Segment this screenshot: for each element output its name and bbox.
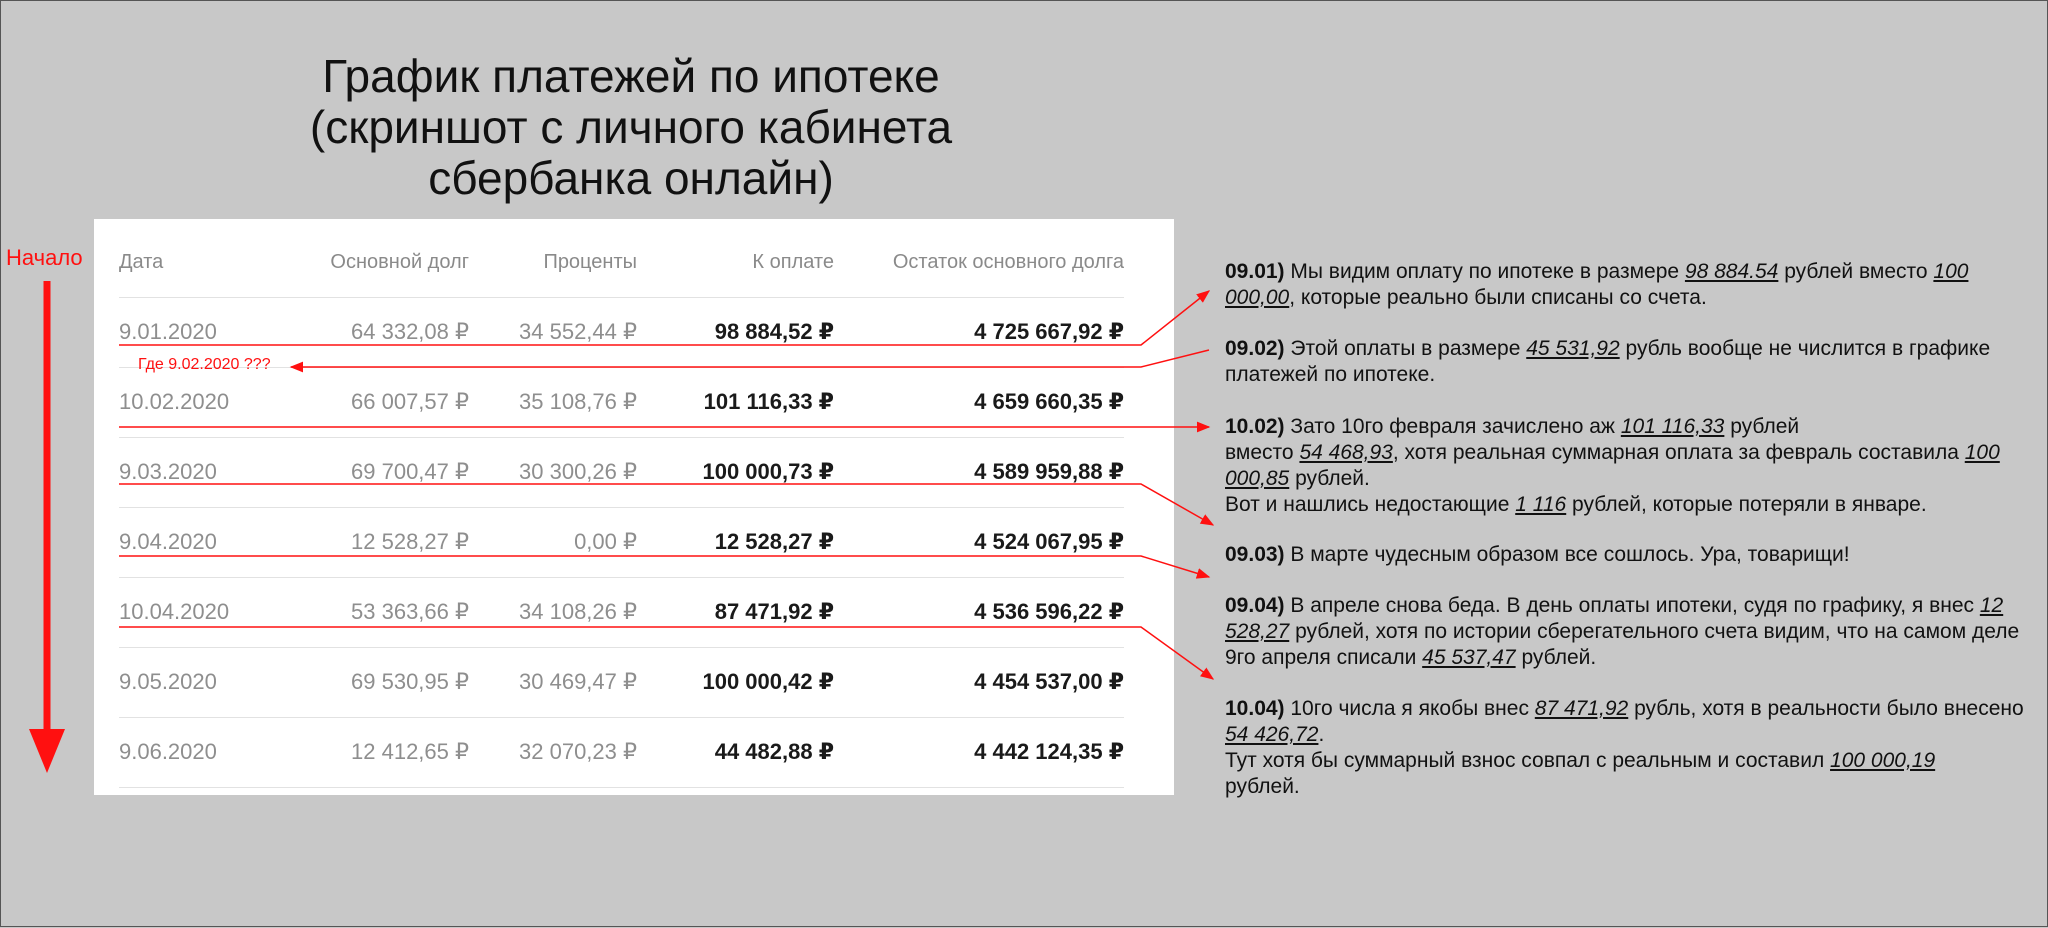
title-line: сбербанка онлайн) <box>428 152 834 204</box>
note: 09.01) Мы видим оплату по ипотеке в размере 98 884.54 рублей вместо 100 000,00, которые реально были списаны со счета. <box>1225 260 1969 309</box>
table-row <box>119 647 1124 718</box>
table-header <box>119 227 1124 298</box>
note: 09.02) Этой оплаты в размере 45 531,92 рубль вообще не числится в графике платежей по ипотеке. <box>1225 337 1991 386</box>
note-date: 09.01) <box>1225 260 1285 283</box>
table-row <box>119 717 1124 788</box>
cell-principal: 12 528,27 ₽ <box>351 529 469 554</box>
cell-interest: 30 300,26 ₽ <box>519 459 637 484</box>
note-date: 09.02) <box>1225 337 1285 360</box>
cell-payment: 101 116,33 ₽ <box>703 389 834 414</box>
table-row <box>119 367 1124 438</box>
cell-date: 9.01.2020 <box>119 319 217 344</box>
start-label: Начало <box>6 245 83 270</box>
cell-remaining: 4 536 596,22 ₽ <box>974 599 1124 624</box>
cell-date: 10.04.2020 <box>119 599 230 624</box>
cell-principal: 64 332,08 ₽ <box>351 319 469 344</box>
cell-principal: 69 700,47 ₽ <box>351 459 469 484</box>
amount-highlight: 1 116 <box>1515 493 1567 516</box>
cell-payment: 100 000,42 ₽ <box>702 669 834 694</box>
cell-interest: 34 108,26 ₽ <box>519 599 637 624</box>
page-title <box>281 51 981 204</box>
note: 09.04) В апреле снова беда. В день оплаты ипотеки, судя по графику, я внес 12 528,27 рублей, хотя по истории сберегательного счета видим, что на самом деле 9го апреля списали 45 537,47 рублей. <box>1225 594 2020 669</box>
cell-date: 9.04.2020 <box>119 529 217 554</box>
missing-payment-label: Где 9.02.2020 ??? <box>138 356 271 373</box>
cell-remaining: 4 659 660,35 ₽ <box>974 389 1124 414</box>
cell-remaining: 4 589 959,88 ₽ <box>974 459 1124 484</box>
cell-date: 9.03.2020 <box>119 459 217 484</box>
cell-payment: 12 528,27 ₽ <box>714 529 834 554</box>
amount-highlight: 45 531,92 <box>1526 337 1620 360</box>
cell-payment: 100 000,73 ₽ <box>702 459 834 484</box>
header-interest: Проценты <box>543 250 637 273</box>
cell-date: 9.06.2020 <box>119 739 217 764</box>
amount-highlight: 45 537,47 <box>1422 646 1516 669</box>
cell-interest: 34 552,44 ₽ <box>519 319 637 344</box>
note-date: 09.03) <box>1225 543 1285 566</box>
note: 09.03) В марте чудесным образом все сошлось. Ура, товарищи! <box>1225 543 1850 566</box>
cell-payment: 44 482,88 ₽ <box>714 739 834 764</box>
cell-remaining: 4 454 537,00 ₽ <box>974 669 1124 694</box>
cell-principal: 69 530,95 ₽ <box>351 669 469 694</box>
note-date: 10.02) <box>1225 415 1285 438</box>
cell-remaining: 4 725 667,92 ₽ <box>974 319 1124 344</box>
amount-highlight: 12 528,27 <box>1225 594 2004 643</box>
cell-date: 9.05.2020 <box>119 669 217 694</box>
title-line: График платежей по ипотеке <box>322 50 940 102</box>
note: 10.04) 10го числа я якобы внес 87 471,92 рубль, хотя в реальности было внесено 54 426,72. Тут хотя бы суммарный взнос совпал с реальным и составил 100 000,19 рублей. <box>1225 697 2024 798</box>
table-row <box>119 507 1124 578</box>
payment-schedule-table <box>94 219 1174 795</box>
amount-highlight: 54 468,93 <box>1299 441 1393 464</box>
cell-interest: 32 070,23 ₽ <box>519 739 637 764</box>
table-row <box>119 437 1124 508</box>
header-principal: Основной долг <box>330 250 469 273</box>
cell-date: 10.02.2020 <box>119 389 230 414</box>
amount-highlight: 100 000,19 <box>1830 749 1936 772</box>
header-date: Дата <box>119 250 164 273</box>
amount-highlight: 100 000,85 <box>1225 441 2000 490</box>
cell-principal: 53 363,66 ₽ <box>351 599 469 624</box>
note-date: 10.04) <box>1225 697 1285 720</box>
cell-interest: 30 469,47 ₽ <box>519 669 637 694</box>
cell-remaining: 4 442 124,35 ₽ <box>974 739 1124 764</box>
header-payment: К оплате <box>752 250 834 273</box>
cell-principal: 12 412,65 ₽ <box>351 739 469 764</box>
header-remaining: Остаток основного долга <box>892 250 1124 273</box>
table-row <box>119 577 1124 648</box>
cell-interest: 35 108,76 ₽ <box>519 389 637 414</box>
amount-highlight: 100 000,00 <box>1225 260 1969 309</box>
cell-payment: 98 884,52 ₽ <box>714 319 834 344</box>
start-arrow-head <box>29 729 65 773</box>
note-date: 09.04) <box>1225 594 1285 617</box>
amount-highlight: 87 471,92 <box>1534 697 1629 720</box>
cell-principal: 66 007,57 ₽ <box>351 389 469 414</box>
amount-highlight: 54 426,72 <box>1225 723 1319 746</box>
note: 10.02) Зато 10го февраля зачислено аж 101 116,33 рублей вместо 54 468,93, хотя реальная суммарная оплата за февраль составила 100 000,85 рублей. Вот и нашлись недостающие 1 116 рублей, которые потеряли в январе. <box>1225 415 2000 516</box>
cell-remaining: 4 524 067,95 ₽ <box>974 529 1124 554</box>
amount-highlight: 101 116,33 <box>1620 415 1725 438</box>
cell-interest: 0,00 ₽ <box>574 529 637 554</box>
title-line: (скриншот с личного кабинета <box>309 101 953 153</box>
amount-highlight: 98 884.54 <box>1684 260 1779 283</box>
cell-payment: 87 471,92 ₽ <box>714 599 834 624</box>
